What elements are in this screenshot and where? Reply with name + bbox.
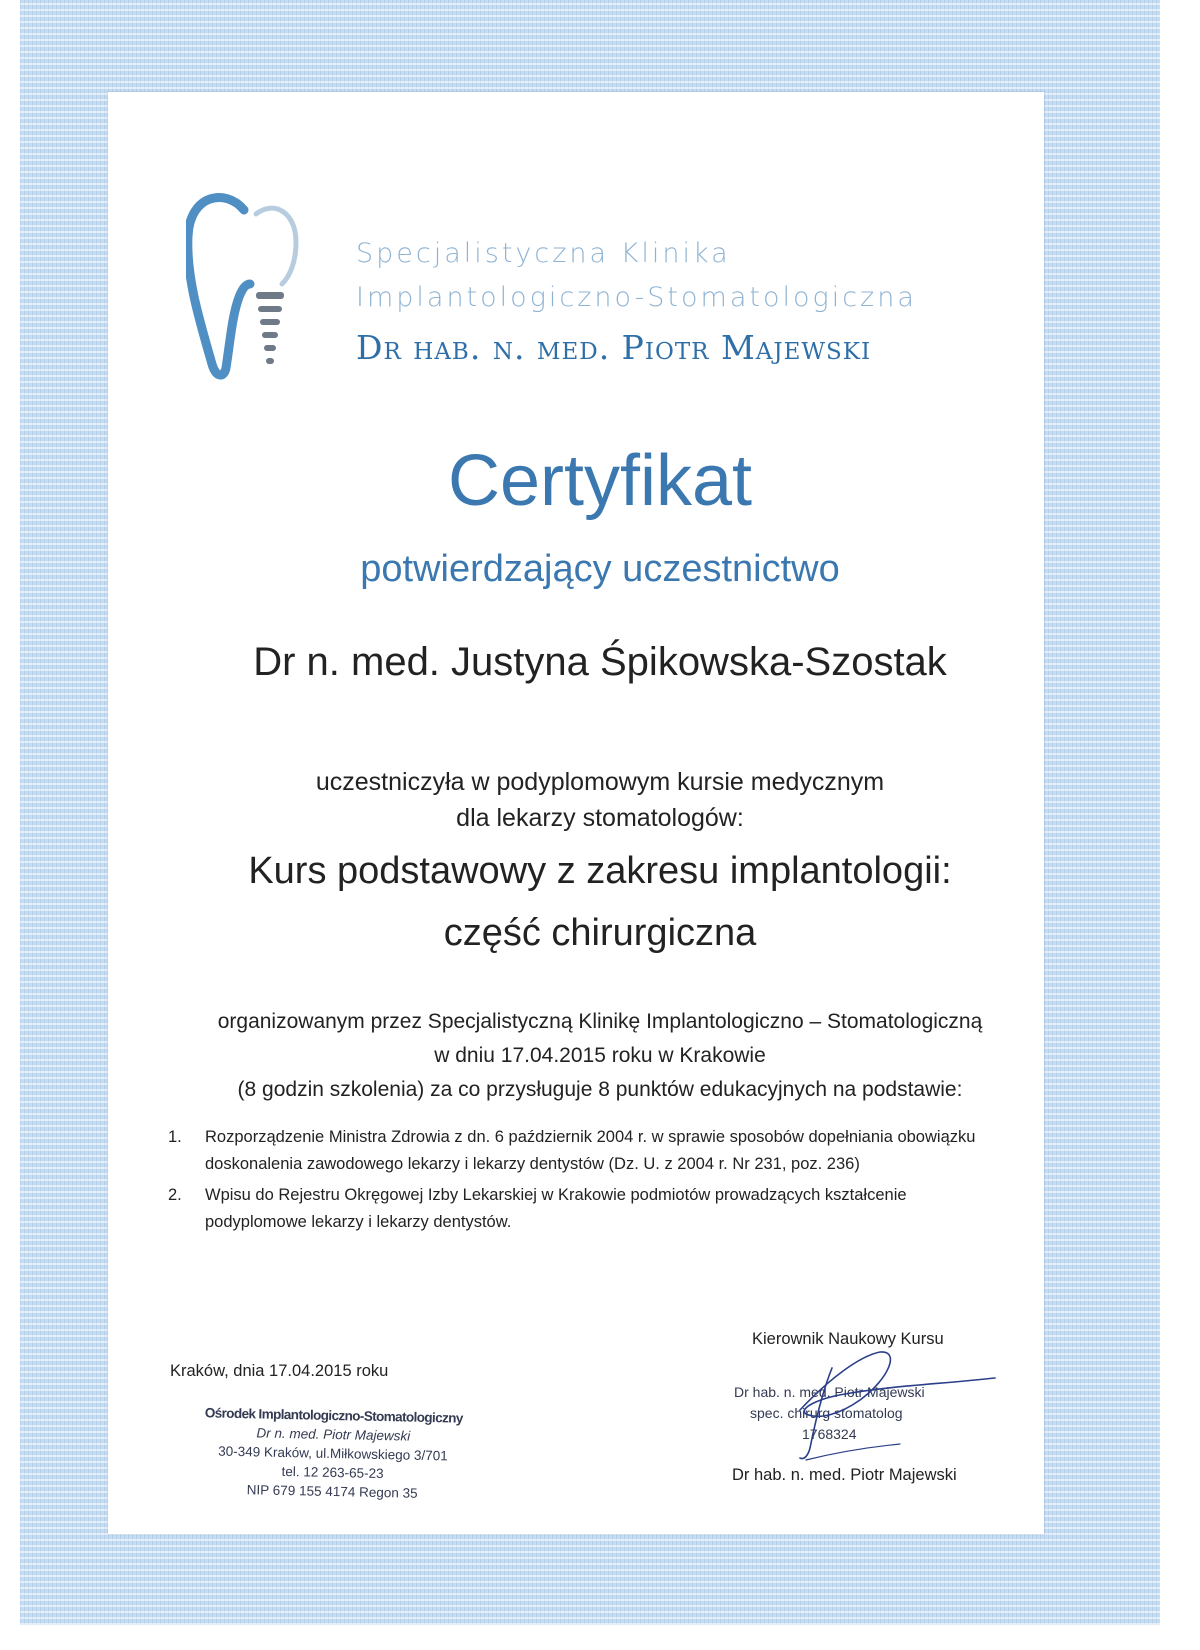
intro-line-1: uczestniczyła w podyplomowym kursie medycznym [315, 768, 885, 796]
clinic-name-line2: Implantologiczno-Stomatologiczna [356, 282, 917, 313]
organizer-line-2: w dniu 17.04.2015 roku w Krakowie [434, 1044, 766, 1067]
list-item-number: 2. [168, 1186, 182, 1204]
certificate-subtitle: potwierdzający uczestnictwo [360, 548, 840, 590]
signature-icon [750, 1348, 1000, 1468]
stamp-line-3: 30-349 Kraków, ul.Miłkowskiego 3/701 [218, 1443, 448, 1464]
stamp-line-5: NIP 679 155 4174 Regon 35 [246, 1482, 418, 1501]
list-item-text: Wpisu do Rejestru Okręgowej Izby Lekarskiej w Krakowie podmiotów prowadzących kształcenie podyplomowe lekarzy i lekarzy dentystów. [205, 1186, 907, 1231]
legal-basis-list [168, 1124, 988, 1240]
list-item [168, 1182, 988, 1236]
doctor-stamp-line-1: Dr hab. n. med. Piotr Majewski [734, 1384, 925, 1400]
certificate-title: Certyfikat [447, 441, 753, 521]
clinic-stamp [187, 1403, 479, 1504]
stamp-line-2: Dr n. med. Piotr Majewski [256, 1425, 411, 1444]
clinic-name-line1: Specjalistyczna Klinika [356, 238, 731, 269]
doctor-stamp-line-3: 1768324 [802, 1426, 857, 1442]
stamp-line-1: Ośrodek Implantologiczno-Stomatologiczny [204, 1405, 463, 1426]
list-item-text: Rozporządzenie Ministra Zdrowia z dn. 6 październik 2004 r. w sprawie sposobów dopełniania obowiązku doskonalenia zawodowego lekarzy i lekarzy dentystów (Dz. U. z 2004 r. Nr 231, poz. 236) [205, 1128, 976, 1173]
issue-date: Kraków, dnia 17.04.2015 roku [170, 1362, 389, 1380]
intro-line-2: dla lekarzy stomatologów: [456, 804, 744, 832]
supervisor-name: Dr hab. n. med. Piotr Majewski [732, 1466, 957, 1484]
list-item-number: 1. [168, 1128, 182, 1146]
tooth-implant-icon [186, 192, 301, 392]
stamp-line-4: tel. 12 263-65-23 [281, 1463, 384, 1482]
clinic-doctor-name: Dr hab. n. med. Piotr Majewski [356, 328, 872, 367]
course-title-line-2: część chirurgiczna [443, 912, 757, 954]
recipient-name: Dr n. med. Justyna Śpikowska-Szostak [253, 640, 947, 684]
doctor-stamp-line-2: spec. chirurg stomatolog [750, 1405, 903, 1421]
supervisor-title: Kierownik Naukowy Kursu [752, 1330, 944, 1348]
list-item [168, 1124, 988, 1178]
course-title-line-1: Kurs podstawowy z zakresu implantologii: [248, 850, 952, 892]
organizer-line-1: organizowanym przez Specjalistyczną Klinikę Implantologiczno – Stomatologiczną [217, 1010, 983, 1033]
organizer-line-3: (8 godzin szkolenia) za co przysługuje 8 punktów edukacyjnych na podstawie: [237, 1078, 963, 1101]
